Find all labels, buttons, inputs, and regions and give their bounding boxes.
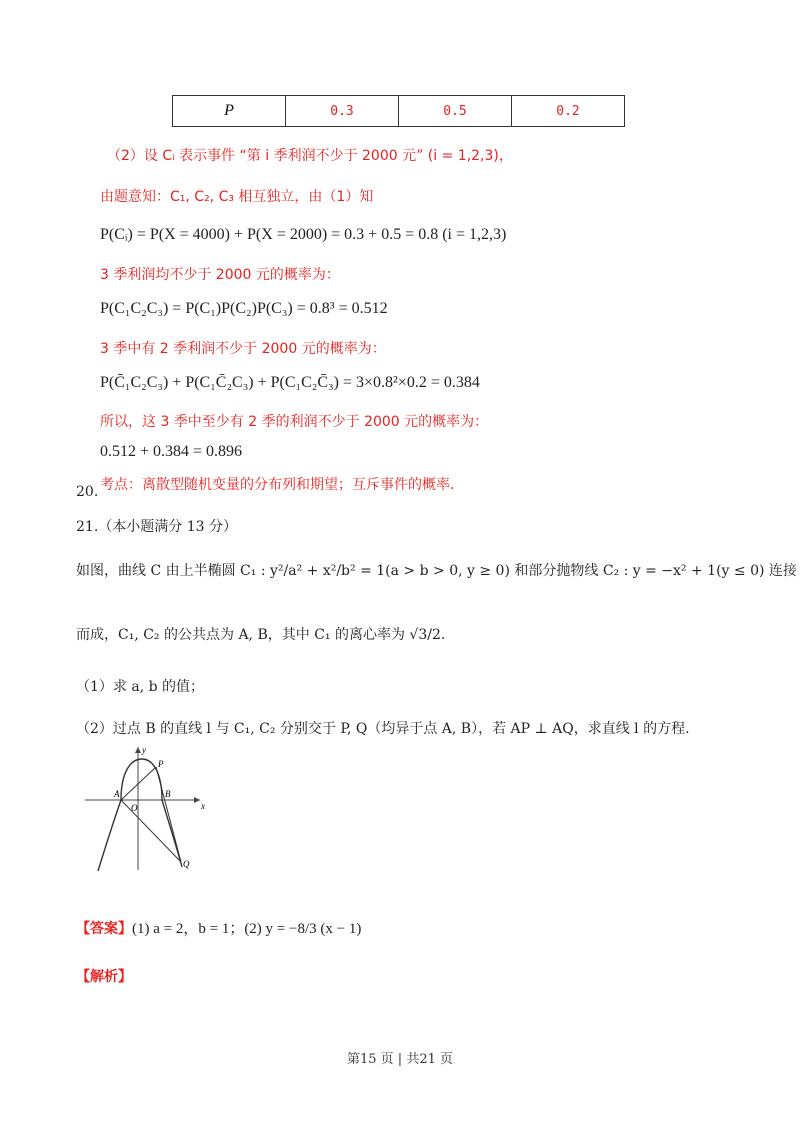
conclusion-line: 所以，这 3 季中至少有 2 季的利润不少于 2000 元的概率为： [100, 414, 489, 430]
answer-text: (1) a = 2，b = 1；(2) y = −8/3 (x − 1) [132, 921, 362, 937]
label-point-p: P [158, 759, 164, 769]
table-label-cell: P [173, 96, 286, 127]
question-21-part2: （2）过点 B 的直线 l 与 C₁, C₂ 分别交于 P, Q（均异于点 A, B），若 AP ⊥ AQ，求直线 l 的方程. [76, 721, 690, 737]
table-value-cell: 0.3 [286, 96, 399, 127]
question-21-stem-line1: 如图，曲线 C 由上半椭圆 C₁ : y²/a² + x²/b² = 1(a > b > 0, y ≥ 0) 和部分抛物线 C₂ : y = −x² + 1(y ≤ 0) 连接 [76, 563, 797, 579]
x-axis-arrow-icon [194, 797, 200, 803]
probability-table [172, 95, 625, 127]
question-21-header: 21.（本小题满分 13 分） [76, 519, 237, 535]
part2-intro: （2）设 Cᵢ 表示事件 “第 i 季利润不少于 2000 元” (i = 1,2,3)， [107, 148, 513, 164]
two-seasons-line: 3 季中有 2 季利润不少于 2000 元的概率为： [100, 341, 386, 357]
label-point-q: Q [183, 859, 190, 869]
label-origin: O [131, 803, 138, 813]
question-20-number: 20. [76, 484, 99, 500]
equation-3: P(C̄₁C₂C₃) + P(C₁C̄₂C₃) + P(C₁C₂C̄₃) = 3×0.8²×0.2 = 0.384 [100, 374, 480, 391]
question-20-keypoint: 考点：离散型随机变量的分布列和期望；互斥事件的概率. [100, 477, 455, 493]
question-21-stem-line2: 而成，C₁, C₂ 的公共点为 A, B，其中 C₁ 的离心率为 √3/2. [76, 627, 446, 643]
page-footer: 第15 页 | 共21 页 [347, 1052, 453, 1067]
question-21-part1: （1）求 a, b 的值； [76, 679, 205, 695]
line-l [156, 767, 181, 862]
equation-2: P(C₁C₂C₃) = P(C₁)P(C₂)P(C₃) = 0.8³ = 0.512 [100, 300, 388, 317]
table-value-cell: 0.2 [512, 96, 625, 127]
label-x-axis: x [201, 801, 205, 811]
y-axis-arrow-icon [135, 747, 141, 753]
table-value-cell: 0.5 [399, 96, 512, 127]
parabola-left-branch [98, 800, 121, 871]
equation-1: P(Cᵢ) = P(X = 4000) + P(X = 2000) = 0.3 + 0.5 = 0.8 (i = 1,2,3) [100, 226, 507, 243]
table-row [173, 96, 625, 127]
all-three-line: 3 季利润均不少于 2000 元的概率为： [100, 267, 340, 283]
answer-tag: 【答案】 [76, 921, 132, 937]
label-point-a: A [114, 789, 120, 799]
equation-4: 0.512 + 0.384 = 0.896 [100, 443, 243, 460]
label-point-b: B [165, 789, 171, 799]
analysis-tag: 【解析】 [76, 969, 132, 985]
label-y-axis: y [142, 745, 146, 755]
independence-line: 由题意知：C₁, C₂, C₃ 相互独立，由（1）知 [100, 189, 374, 205]
answer-line [76, 917, 361, 938]
curve-figure [80, 745, 210, 875]
parabola-right-branch [162, 800, 182, 867]
